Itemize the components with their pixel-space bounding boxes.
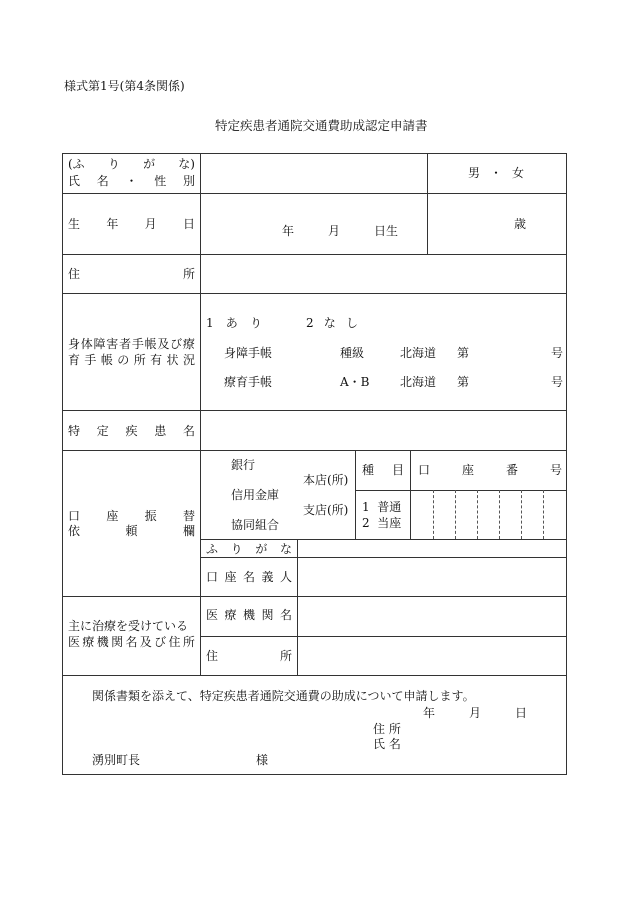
row-divider [62,293,567,294]
credit-union-option: 信用金庫 [231,488,280,502]
honorific: 様 [256,753,269,767]
number-column-divider [410,450,411,539]
account-type-ordinary[interactable]: 1 普通 [362,500,402,514]
cooperative-option: 協同組合 [231,518,280,532]
rehab-number-prefix: 第 [457,375,470,389]
physical-grade-label: 種級 [340,346,365,360]
account-type-header: 種 目 [362,463,404,477]
disease-label: 特 定 疾 患 名 [68,424,195,438]
row-divider [62,450,567,451]
account-type-checking[interactable]: 2 当座 [362,516,402,530]
digit-box-divider [477,490,478,539]
applicant-address-label: 住 所 [373,722,401,736]
rehab-prefecture: 北海道 [400,375,437,389]
account-number-header: 口 座 番 号 [418,463,562,477]
account-holder-label: 口 座 名 義 人 [206,570,292,584]
furigana-label: (ふ り が な) [68,157,195,171]
row-divider [62,675,567,676]
medical-label-line1: 主に治療を受けている [68,619,189,633]
addressee: 湧別町長 [92,753,141,767]
physical-prefecture: 北海道 [400,346,437,360]
rehab-grade-label: A・B [340,375,370,389]
row-divider [62,596,567,597]
handbook-label-line1: 身 体 障 害 者 手 帳 及 び 療 [68,337,195,351]
address-label: 住 所 [68,267,195,281]
account-label-line1: 口 座 振 替 [68,509,195,523]
digit-box-divider [433,490,434,539]
rehab-number-suffix: 号 [551,375,564,389]
row-divider [200,557,567,558]
digit-box-divider [455,490,456,539]
applicant-name-label: 氏 名 [373,737,401,751]
row-divider [200,636,567,637]
age-suffix: 歳 [514,217,527,231]
digit-box-divider [521,490,522,539]
gender-column-divider [427,153,428,254]
gender-options[interactable]: 男 ・ 女 [468,166,524,180]
holder-furigana-label: ふ り が な [206,542,292,556]
birth-day-suffix: 日生 [374,224,399,238]
application-year-suffix: 年 [423,706,436,720]
main-branch-option: 本店(所) [303,473,349,487]
medical-name-label: 医 療 機 関 名 [206,608,292,622]
option-no[interactable]: 2 な し [306,316,358,330]
physical-handbook-label: 身障手帳 [224,346,273,360]
type-column-divider [355,450,356,539]
physical-number-suffix: 号 [551,346,564,360]
application-statement: 関係書類を添えて、特定疾患者通院交通費の助成について申請します。 [92,689,475,703]
row-divider [355,490,567,491]
sub-branch-option: 支店(所) [303,503,349,517]
application-day-suffix: 日 [515,706,528,720]
name-gender-label: 氏 名 ・ 性 別 [68,174,195,188]
handbook-label-line2: 育 手 帳 の 所 有 状 況 [68,353,195,367]
sub-label-divider [297,539,298,675]
birth-month-suffix: 月 [328,224,341,238]
account-label-line2: 依 頼 欄 [68,524,195,538]
label-column-divider [200,153,201,675]
option-yes[interactable]: 1 あ り [206,316,262,330]
physical-number-prefix: 第 [457,346,470,360]
row-divider [62,254,567,255]
form-title: 特定疾患者通院交通費助成認定申請書 [215,118,428,133]
form-number: 様式第1号(第4条関係) [64,79,185,93]
birthdate-label: 生 年 月 日 [68,217,195,231]
row-divider [62,410,567,411]
bank-option: 銀行 [231,458,256,472]
medical-label-line2: 医 療 機 関 名 及 び 住 所 [68,635,195,649]
rehab-handbook-label: 療育手帳 [224,375,273,389]
birth-year-suffix: 年 [282,224,295,238]
digit-box-divider [499,490,500,539]
row-divider [200,539,567,540]
row-divider [62,193,567,194]
digit-box-divider [543,490,544,539]
medical-address-label: 住 所 [206,649,292,663]
application-month-suffix: 月 [469,706,482,720]
